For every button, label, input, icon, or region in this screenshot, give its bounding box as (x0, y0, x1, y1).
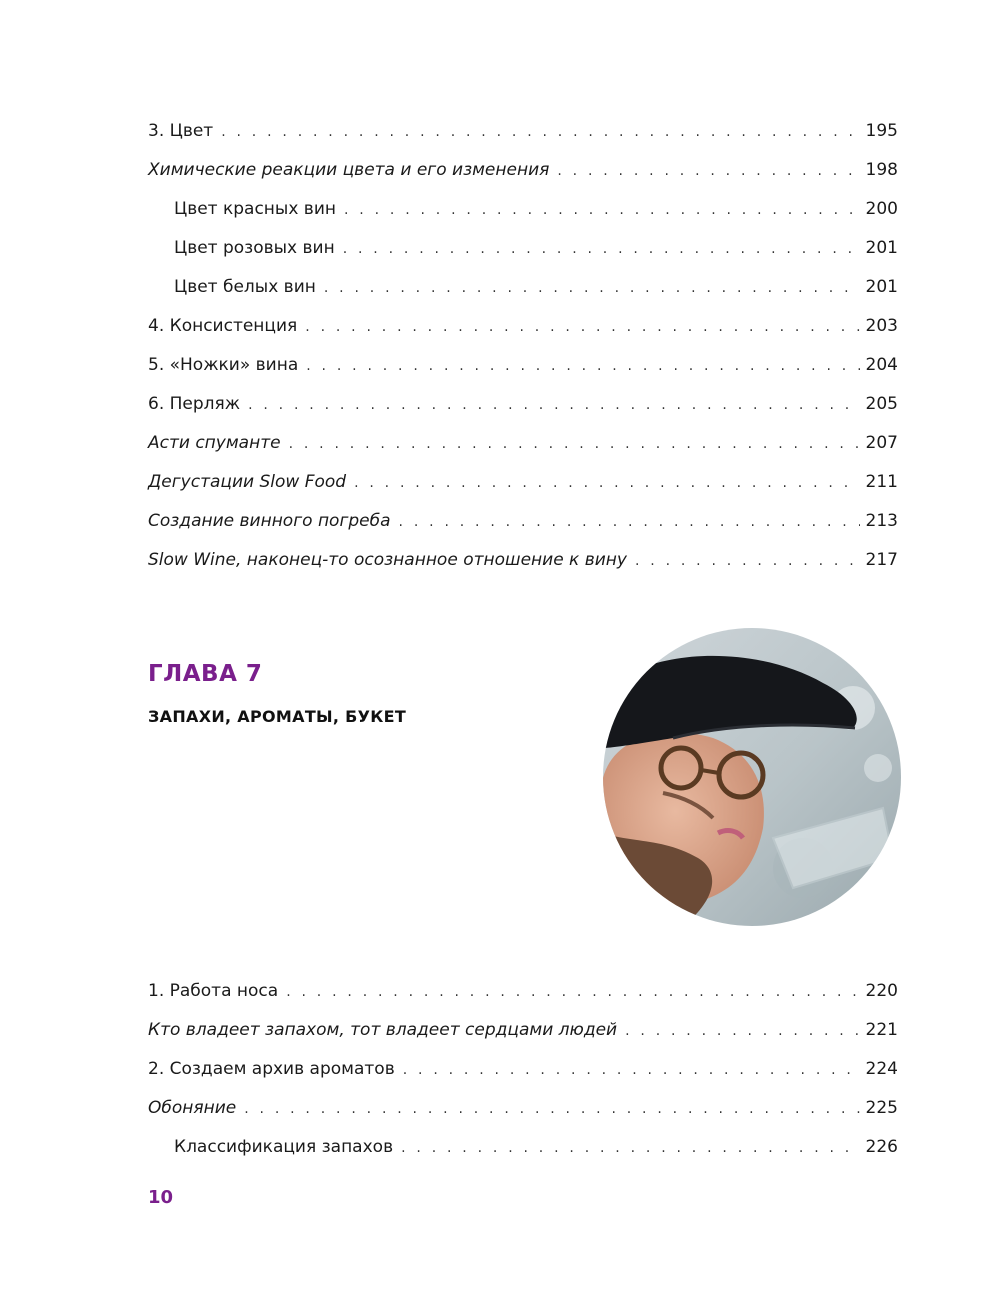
dot-leader (343, 234, 860, 264)
toc-title: Создание винного погреба (148, 511, 391, 531)
toc-row (148, 1132, 898, 1162)
toc-title: Химические реакции цвета и его изменения (148, 160, 550, 180)
dot-leader (403, 1055, 860, 1085)
toc-title: 3. Цвет (148, 121, 214, 141)
toc-title: Цвет красных вин (174, 199, 336, 219)
toc-title: Цвет розовых вин (174, 238, 335, 258)
chapter-label: ГЛАВА 7 (148, 661, 263, 687)
toc-title: Обоняние (148, 1098, 237, 1118)
toc-page-number: 211 (865, 472, 898, 492)
toc-page-number: 226 (865, 1137, 898, 1157)
toc-title: Кто владеет запахом, тот владеет сердцами людей (148, 1020, 618, 1040)
toc-row (148, 272, 898, 302)
toc-row (148, 350, 898, 380)
toc-row (148, 976, 898, 1006)
chapter-title: ЗАПАХИ, АРОМАТЫ, БУКЕТ (148, 707, 407, 726)
toc-page-number: 201 (865, 277, 898, 297)
dot-leader (354, 468, 860, 498)
dot-leader (289, 429, 860, 459)
dot-leader (401, 1133, 860, 1163)
page-number-folio: 10 (148, 1187, 174, 1208)
toc-title: Классификация запахов (174, 1137, 394, 1157)
toc-title: Цвет белых вин (174, 277, 316, 297)
dot-leader (286, 977, 860, 1007)
toc-page-number: 203 (865, 316, 898, 336)
toc-title: 4. Консистенция (148, 316, 298, 336)
toc-title: 6. Перляж (148, 394, 241, 414)
toc-page-number: 198 (865, 160, 898, 180)
toc-page-number: 200 (865, 199, 898, 219)
toc-row (148, 389, 898, 419)
toc-row (148, 233, 898, 263)
toc-row (148, 116, 898, 146)
toc-row (148, 1093, 898, 1123)
toc-page-number: 221 (865, 1020, 898, 1040)
toc-row (148, 545, 898, 575)
chapter-portrait-photo (603, 628, 901, 926)
portrait-illustration (603, 628, 901, 926)
dot-leader (306, 351, 860, 381)
toc-title: Асти спуманте (148, 433, 281, 453)
dot-leader (344, 195, 860, 225)
toc-title: 2. Создаем архив ароматов (148, 1059, 395, 1079)
toc-row (148, 194, 898, 224)
toc-title: Дегустации Slow Food (148, 472, 347, 492)
toc-row (148, 311, 898, 341)
toc-row (148, 428, 898, 458)
dot-leader (324, 273, 860, 303)
toc-page-number: 220 (865, 981, 898, 1001)
toc-page-number: 224 (865, 1059, 898, 1079)
dot-leader (244, 1094, 860, 1124)
toc-page-number: 207 (865, 433, 898, 453)
dot-leader (625, 1016, 860, 1046)
toc-row (148, 506, 898, 536)
toc-page-number: 213 (865, 511, 898, 531)
dot-leader (557, 156, 860, 186)
toc-page-number: 217 (865, 550, 898, 570)
toc-page-number: 195 (865, 121, 898, 141)
toc-title: 1. Работа носа (148, 981, 279, 1001)
dot-leader (248, 390, 860, 420)
dot-leader (399, 507, 860, 537)
toc-title: 5. «Ножки» вина (148, 355, 299, 375)
toc-page-number: 201 (865, 238, 898, 258)
toc-page-number: 205 (865, 394, 898, 414)
toc-row (148, 1015, 898, 1045)
dot-leader (305, 312, 860, 342)
toc-title: Slow Wine, наконец-то осознанное отношение к вину (148, 550, 627, 570)
dot-leader (221, 117, 860, 147)
toc-row (148, 155, 898, 185)
toc-page-number: 204 (865, 355, 898, 375)
toc-page-number: 225 (865, 1098, 898, 1118)
toc-row (148, 467, 898, 497)
toc-row (148, 1054, 898, 1084)
dot-leader (635, 546, 860, 576)
